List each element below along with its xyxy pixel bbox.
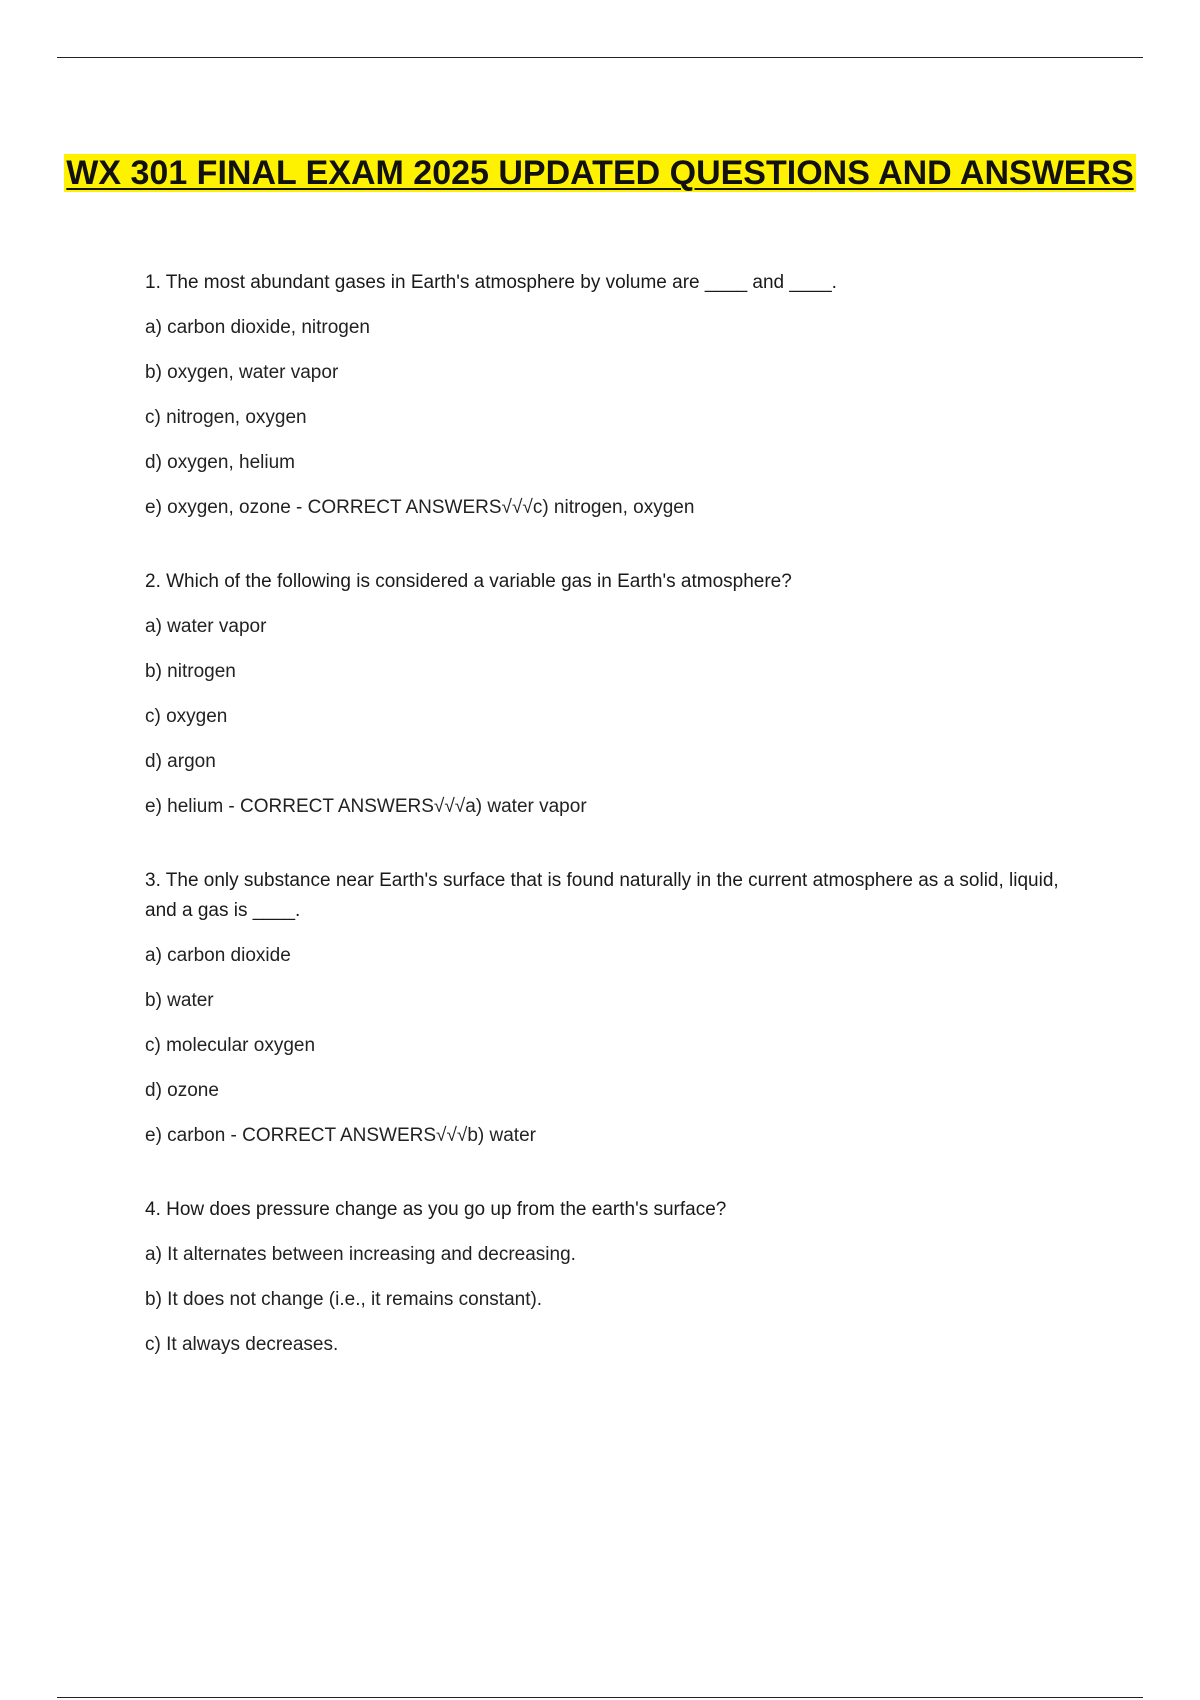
question-text: 1. The most abundant gases in Earth's atmosphere by volume are ____ and ____. <box>145 272 837 293</box>
footer-divider <box>57 1697 1143 1698</box>
question-1 <box>145 268 1075 523</box>
option-c: c) oxygen <box>145 706 228 727</box>
question-3 <box>145 866 1075 1151</box>
option-d: d) ozone <box>145 1080 219 1101</box>
option-b: b) water <box>145 990 214 1011</box>
option-a: a) It alternates between increasing and decreasing. <box>145 1244 576 1265</box>
option-a: a) carbon dioxide <box>145 945 291 966</box>
option-a: a) water vapor <box>145 616 267 637</box>
header-divider <box>57 57 1143 58</box>
option-e-with-answer: e) oxygen, ozone - CORRECT ANSWERS√√√c) nitrogen, oxygen <box>145 497 695 518</box>
question-text: 3. The only substance near Earth's surface that is found naturally in the current atmosphere as a solid, liquid, and a gas is ____. <box>145 870 1059 921</box>
question-4 <box>145 1195 1075 1360</box>
option-d: d) oxygen, helium <box>145 452 295 473</box>
question-text: 4. How does pressure change as you go up from the earth's surface? <box>145 1199 727 1220</box>
document-title: WX 301 FINAL EXAM 2025 UPDATED QUESTIONS AND ANSWERS <box>66 154 1134 192</box>
option-e-with-answer: e) helium - CORRECT ANSWERS√√√a) water vapor <box>145 796 587 817</box>
questions-list <box>145 268 1075 1404</box>
option-e-with-answer: e) carbon - CORRECT ANSWERS√√√b) water <box>145 1125 536 1146</box>
option-b: b) nitrogen <box>145 661 236 682</box>
title-block <box>0 145 1200 201</box>
option-c: c) nitrogen, oxygen <box>145 407 307 428</box>
question-text: 2. Which of the following is considered a variable gas in Earth's atmosphere? <box>145 571 792 592</box>
option-a: a) carbon dioxide, nitrogen <box>145 317 370 338</box>
option-d: d) argon <box>145 751 216 772</box>
option-c: c) molecular oxygen <box>145 1035 316 1056</box>
option-c: c) It always decreases. <box>145 1334 339 1355</box>
question-2 <box>145 567 1075 822</box>
option-b: b) It does not change (i.e., it remains constant). <box>145 1289 543 1310</box>
option-b: b) oxygen, water vapor <box>145 362 339 383</box>
